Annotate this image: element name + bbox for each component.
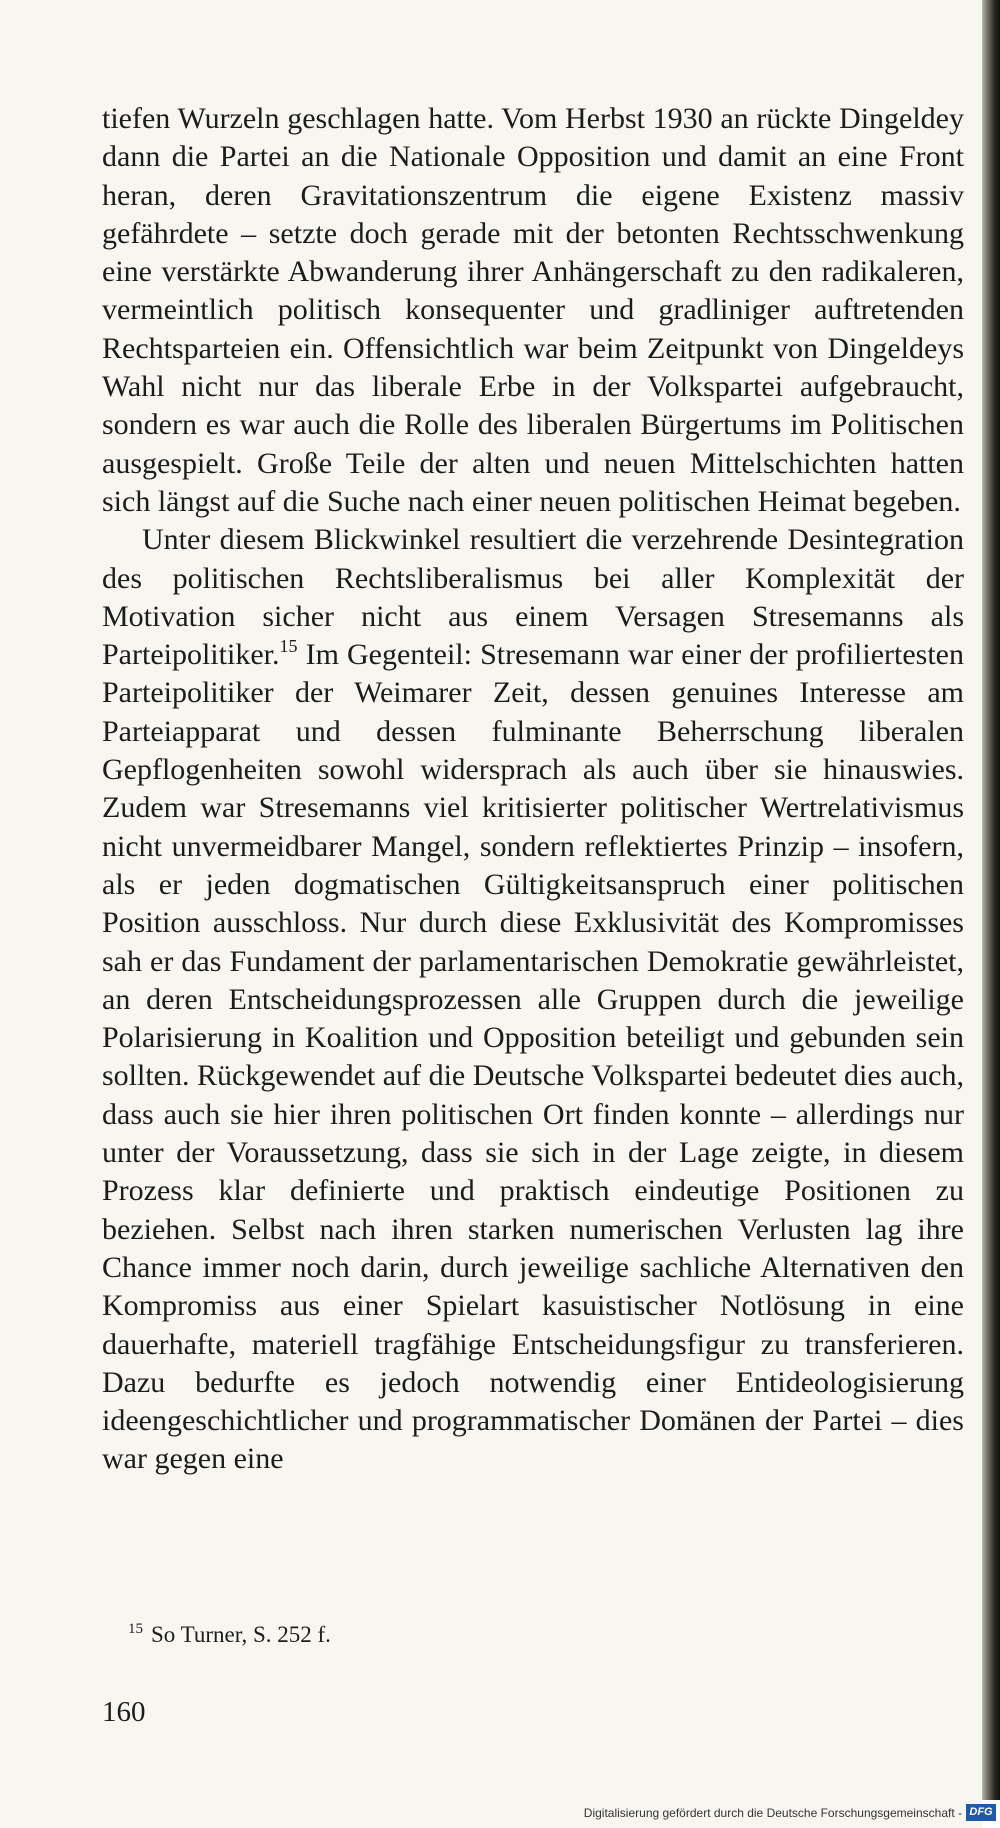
footnote <box>128 1620 828 1650</box>
paragraph-2-text-end: Im Gegenteil: Stresemann war einer der profiliertesten Parteipolitiker der Weimarer Zeit, dessen genuines Interesse am Parteiapparat und dessen fulminante Beherrschung liberalen Gepflogenheiten sowohl widersprach als auch über sie hinauswies. Zudem war Stresemanns viel kritisierter politischer Wertrelativismus nicht unvermeidbarer Mangel, sondern reflektiertes Prinzip – insofern, als er jeden dogmatischen Gültigkeitsanspruch einer politischen Position ausschloss. Nur durch diese Exklusivität des Kompromisses sah er das Fundament der parlamentarischen Demokratie gewährleistet, an deren Entscheidungsprozessen alle Gruppen durch die jeweilige Polarisierung in Koalition und Opposition beteiligt und gebunden sein sollten. Rückgewendet auf die Deutsche Volkspartei bedeutet dies auch, dass auch sie hier ihren politischen Ort finden konnte – allerdings nur unter der Voraussetzung, dass sie sich in der Lage zeigte, in diesem Prozess klar definierte und praktisch eindeutige Positionen zu beziehen. Selbst nach ihren starken numerischen Verlusten lag ihre Chance immer noch darin, durch jeweilige sachliche Alternativen den Kompromiss aus einer Spielart kasuistischer Notlösung in eine dauerhafte, materiell tragfähige Entscheidungsfigur zu transferieren. Dazu bedurfte es jedoch notwendig einer Entideologisierung ideengeschichtlicher und programmatischer Domänen der Partei – dies war gegen eine <box>102 638 964 1476</box>
paragraph-2-text-start: Unter diesem Blickwinkel resultiert die verzehrende Desintegration des politischen Rechtsliberalismus bei aller Komplexität der Motivation sicher nicht aus einem Versagen Stresemanns als Parteipolitiker. <box>102 523 964 672</box>
paragraph-1-text: tiefen Wurzeln geschlagen hatte. Vom Herbst 1930 an rückte Dingeldey dann die Partei an die Nationale Opposition und damit an eine Front heran, deren Gravitationszentrum die eigene Existenz massiv gefährdete – setzte doch gerade mit der betonten Rechtsschwenkung eine verstärkte Abwanderung ihrer Anhängerschaft zu den radikaleren, vermeintlich politisch konsequenter und gradliniger auftretenden Rechtsparteien ein. Offensichtlich war beim Zeitpunkt von Dingeldeys Wahl nicht nur das liberale Erbe in der Volkspartei aufgebraucht, sondern es war auch die Rolle des liberalen Bürgertums im Politischen ausgespielt. Große Teile der alten und neuen Mittelschichten hatten sich längst auf die Suche nach einer neuen politischen Heimat begeben. <box>102 102 964 518</box>
footnote-text: So Turner, S. 252 f. <box>151 1622 331 1647</box>
footnote-reference[interactable]: 15 <box>279 636 298 657</box>
paragraph-1 <box>102 100 964 521</box>
digitization-credit: Digitalisierung gefördert durch die Deutsche Forschungsgemeinschaft - <box>583 1806 962 1820</box>
main-text <box>102 100 964 1479</box>
paragraph-2 <box>102 521 964 1478</box>
page-number: 160 <box>102 1696 146 1728</box>
dfg-logo: DFG <box>966 1804 996 1821</box>
footnote-number: 15 <box>128 1621 143 1637</box>
page-edge-shadow <box>982 0 1000 1800</box>
